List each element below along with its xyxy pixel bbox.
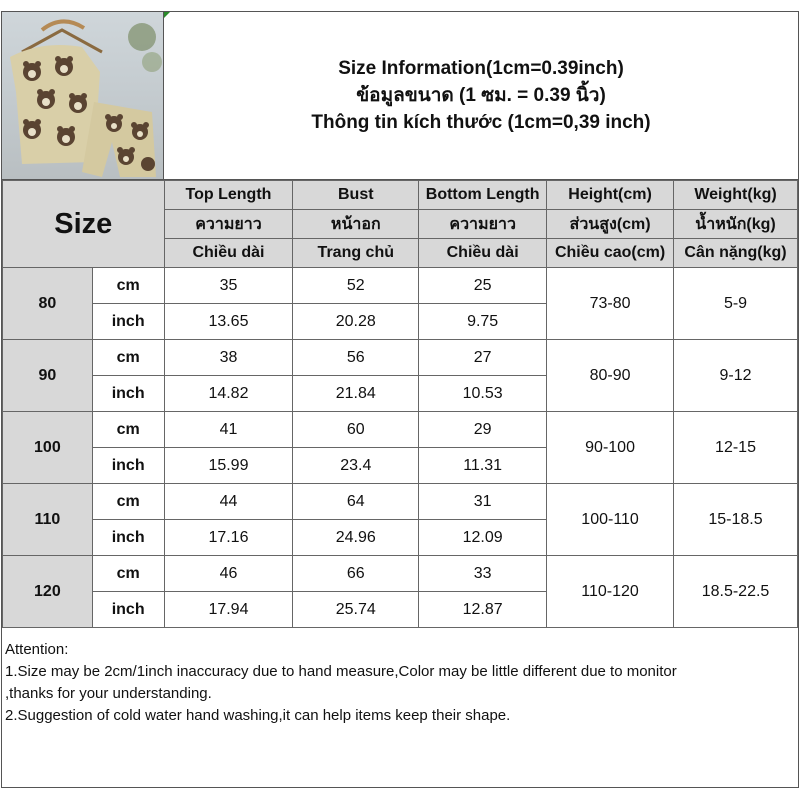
note-line-1: 1.Size may be 2cm/1inch inaccuracy due to hand measure,Color may be little different due to monitor: [5, 663, 677, 680]
inch-value: 9.75: [419, 304, 547, 340]
table-row: [3, 340, 798, 376]
unit-cm-label: cm: [92, 340, 164, 376]
inch-value: 12.87: [419, 592, 547, 628]
unit-cm-label: cm: [92, 412, 164, 448]
inch-value: 20.28: [293, 304, 419, 340]
cm-value: 56: [293, 340, 419, 376]
weight-range: 12-15: [674, 412, 798, 484]
inch-value: 11.31: [419, 448, 547, 484]
note-line-2: 2.Suggestion of cold water hand washing,it can help items keep their shape.: [5, 707, 511, 724]
unit-inch-label: inch: [92, 376, 164, 412]
weight-range: 15-18.5: [674, 484, 798, 556]
col-height-vi: Chiều cao(cm): [547, 239, 674, 268]
cm-value: 66: [293, 556, 419, 592]
cm-value: 31: [419, 484, 547, 520]
cm-value: 64: [293, 484, 419, 520]
col-top-length-en: Top Length: [164, 181, 293, 210]
title-english: Size Information(1cm=0.39inch): [338, 58, 624, 79]
product-photo: [2, 12, 164, 179]
col-top-length-vi: Chiều dài: [164, 239, 293, 268]
inch-value: 25.74: [293, 592, 419, 628]
col-bottom-length-th: ความยาว: [419, 210, 547, 239]
size-value: 110: [3, 484, 93, 556]
cm-value: 33: [419, 556, 547, 592]
unit-cm-label: cm: [92, 556, 164, 592]
unit-inch-label: inch: [92, 520, 164, 556]
inch-value: 24.96: [293, 520, 419, 556]
col-bust-vi: Trang chủ: [293, 239, 419, 268]
inch-value: 23.4: [293, 448, 419, 484]
title-vietnamese: Thông tin kích thước (1cm=0,39 inch): [311, 112, 651, 133]
size-table: [2, 180, 798, 628]
unit-inch-label: inch: [92, 448, 164, 484]
cm-value: 41: [164, 412, 293, 448]
unit-cm-label: cm: [92, 268, 164, 304]
size-chart: [1, 11, 799, 788]
size-value: 90: [3, 340, 93, 412]
unit-inch-label: inch: [92, 592, 164, 628]
unit-cm-label: cm: [92, 484, 164, 520]
cm-value: 60: [293, 412, 419, 448]
unit-inch-label: inch: [92, 304, 164, 340]
col-weight-vi: Cân nặng(kg): [674, 239, 798, 268]
title-block: [164, 12, 798, 179]
weight-range: 5-9: [674, 268, 798, 340]
inch-value: 21.84: [293, 376, 419, 412]
height-range: 110-120: [547, 556, 674, 628]
size-header: Size: [3, 181, 165, 268]
product-photo-image: [2, 12, 163, 179]
size-value: 120: [3, 556, 93, 628]
table-row: [3, 484, 798, 520]
cm-value: 52: [293, 268, 419, 304]
col-bust-th: หน้าอก: [293, 210, 419, 239]
title-thai: ข้อมูลขนาด (1 ซม. = 0.39 นิ้ว): [356, 85, 606, 106]
inch-value: 13.65: [164, 304, 293, 340]
table-row: [3, 556, 798, 592]
cm-value: 35: [164, 268, 293, 304]
size-value: 100: [3, 412, 93, 484]
attention-notes: [5, 639, 794, 727]
inch-value: 12.09: [419, 520, 547, 556]
notes-heading: Attention:: [5, 641, 69, 658]
height-range: 80-90: [547, 340, 674, 412]
col-bottom-length-en: Bottom Length: [419, 181, 547, 210]
table-row: [3, 268, 798, 304]
table-row: [3, 412, 798, 448]
height-range: 90-100: [547, 412, 674, 484]
col-height-en: Height(cm): [547, 181, 674, 210]
cm-value: 44: [164, 484, 293, 520]
inch-value: 17.16: [164, 520, 293, 556]
col-weight-th: น้ำหนัก(kg): [674, 210, 798, 239]
cm-value: 38: [164, 340, 293, 376]
inch-value: 15.99: [164, 448, 293, 484]
col-bust-en: Bust: [293, 181, 419, 210]
col-weight-en: Weight(kg): [674, 181, 798, 210]
inch-value: 17.94: [164, 592, 293, 628]
cm-value: 27: [419, 340, 547, 376]
inch-value: 10.53: [419, 376, 547, 412]
inch-value: 14.82: [164, 376, 293, 412]
col-top-length-th: ความยาว: [164, 210, 293, 239]
height-range: 100-110: [547, 484, 674, 556]
weight-range: 9-12: [674, 340, 798, 412]
col-bottom-length-vi: Chiều dài: [419, 239, 547, 268]
cm-value: 29: [419, 412, 547, 448]
weight-range: 18.5-22.5: [674, 556, 798, 628]
cm-value: 25: [419, 268, 547, 304]
chart-header: [2, 12, 798, 180]
height-range: 73-80: [547, 268, 674, 340]
col-height-th: ส่วนสูง(cm): [547, 210, 674, 239]
size-value: 80: [3, 268, 93, 340]
note-line-1-continued: ,thanks for your understanding.: [5, 685, 212, 702]
cm-value: 46: [164, 556, 293, 592]
